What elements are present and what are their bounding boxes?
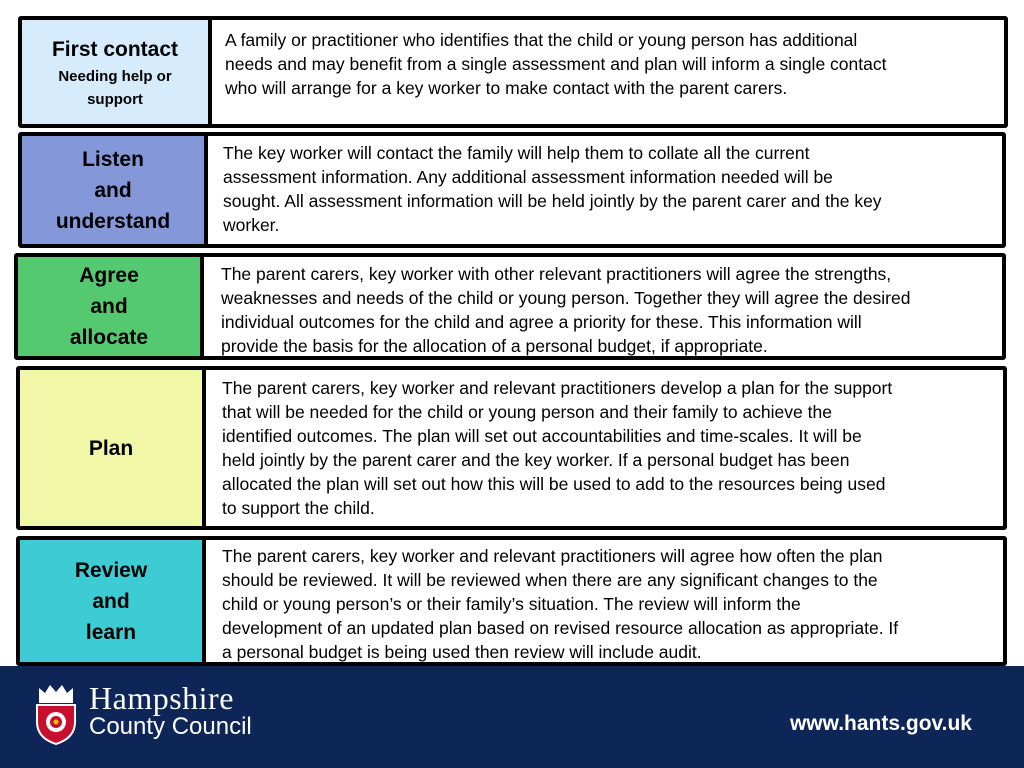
step-title: Review and learn [74,558,148,644]
hampshire-crest-icon [33,682,79,746]
step-listen-and-understand [18,132,1006,248]
step-description: The parent carers, key worker and relevant practitioners will agree how often the plan should be reviewed. It will be reviewed when there are any significant changes to the child or young person’s or their family’s situation. The review will inform the development of an updated plan based on revised resource allocation as appropriate. If a personal budget is being used then review will include audit. [222,546,899,662]
website-url[interactable]: www.hants.gov.uk [789,712,972,735]
step-description: The key worker will contact the family will help them to collate all the current assessment information. Any additional assessment information needed will be sought. All assessment information will be held jointly by the parent carer and the key worker. [223,143,882,235]
step-title: Listen and understand [55,147,171,233]
step-title: Plan [88,436,134,460]
brand-subtitle: County Council [89,713,252,740]
step-plan [16,366,1007,530]
step-description: A family or practitioner who identifies that the child or young person has additional needs and may benefit from a single assessment and plan will inform a single contact who will arrange for a key worker to make contact with the parent carers. [225,30,887,98]
brand-name: Hampshire [89,680,234,716]
step-agree-label [18,257,204,356]
step-review-label [20,540,206,662]
step-listen-label [22,136,208,244]
step-subtitle: Needing help or support [58,67,172,108]
step-first-contact [18,16,1008,128]
step-plan-label [20,370,206,526]
footer-bar [0,666,1024,768]
step-agree-and-allocate [14,253,1006,360]
step-description: The parent carers, key worker with other relevant practitioners will agree the strengths, weaknesses and needs of the child or young person. Together they will agree the desired individual outcomes for the child and agree a priority for these. This information will provide the basis for the allocation of a personal budget, if appropriate. [221,264,911,356]
step-title: First contact [51,37,179,61]
step-first-contact-label [22,20,212,124]
step-review-and-learn [16,536,1007,666]
step-description: The parent carers, key worker and relevant practitioners develop a plan for the support that will be needed for the child or young person and their family to achieve the identified outcomes. The plan will set out accountabilities and time-scales. It will be held jointly by the parent carer and the key worker. If a personal budget has been allocated the plan will set out how this will be used to add to the resources being used to support the child. [222,378,893,518]
step-title: Agree and allocate [69,264,149,349]
